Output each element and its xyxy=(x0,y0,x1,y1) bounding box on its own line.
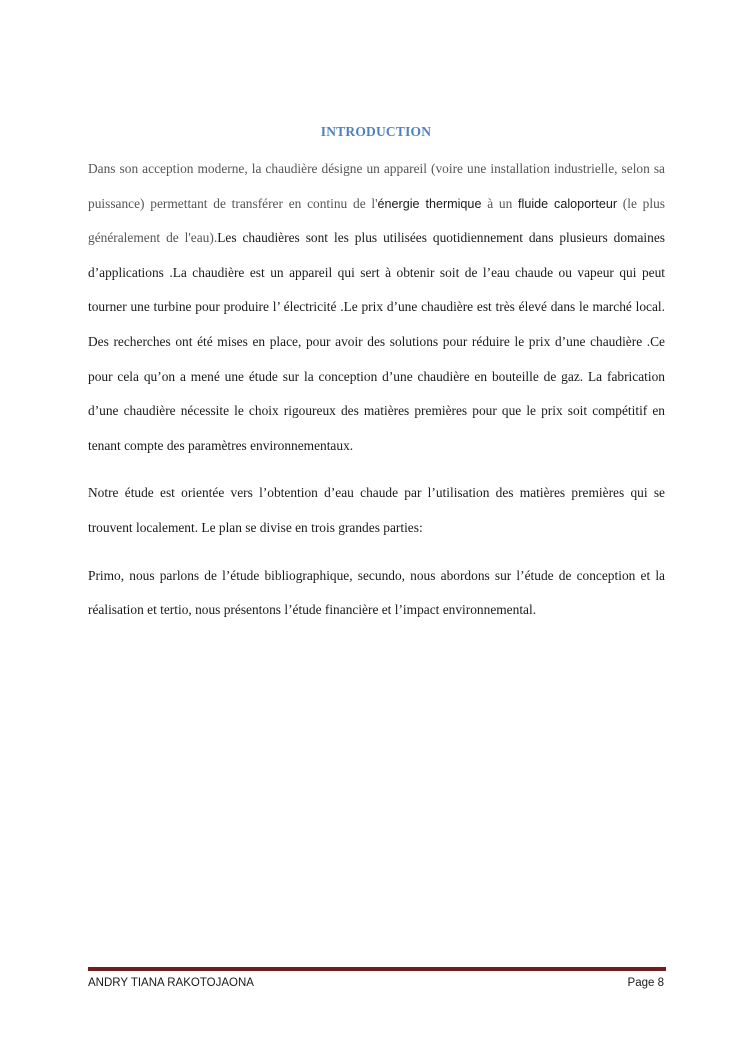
paragraph-parts: Primo, nous parlons de l’étude bibliographique, secundo, nous abordons sur l’étude de conception et la réalisation et tertio, nous présentons l’étude financière et l’impact environnemental. xyxy=(88,567,665,618)
page-title: INTRODUCTION xyxy=(320,124,432,139)
paragraph-intro-part3: (le plus généralement de l'eau). xyxy=(88,195,666,246)
paragraph-intro-part2: à un xyxy=(481,195,519,211)
energie-thermique-term: énergie thermique xyxy=(377,196,482,211)
fluide-caloporteur-term: fluide caloporteur xyxy=(518,196,618,211)
paragraph-intro-part1: Dans son acception moderne, la chaudière désigne un appareil (voire une installation industrielle, selon sa puissance) permettant de transférer en continu de l' xyxy=(88,161,665,211)
paragraph-intro-part4: Les chaudières sont les plus utilisées quotidiennement dans plusieurs domaines d’applications .La chaudière est un appareil qui sert à obtenir soit de l’eau chaude ou vapeur qui peut tourner une turbine pour produire l’ électricité .Le prix d’une chaudière est très élevé dans le marché local. Des recherches ont été mises en place, pour avoir des solutions pour réduire le prix d’une chaudière .Ce pour cela qu’on a mené une étude sur la conception d’une chaudière en bouteille de gaz. La fabrication d’une chaudière nécessite le choix rigoureux des matières premières pour que le prix soit compétitif en tenant compte des paramètres environnementaux. xyxy=(88,230,665,453)
footer-author: ANDRY TIANA RAKOTOJAONA xyxy=(88,977,254,989)
paragraph-plan: Notre étude est orientée vers l’obtention d’eau chaude par l’utilisation des matières premières qui se trouvent localement. Le plan se divise en trois grandes parties: xyxy=(88,485,665,535)
document-body xyxy=(88,152,665,628)
footer-divider xyxy=(88,967,666,971)
footer-page-number: Page 8 xyxy=(627,977,664,989)
paragraph-intro xyxy=(88,152,665,463)
